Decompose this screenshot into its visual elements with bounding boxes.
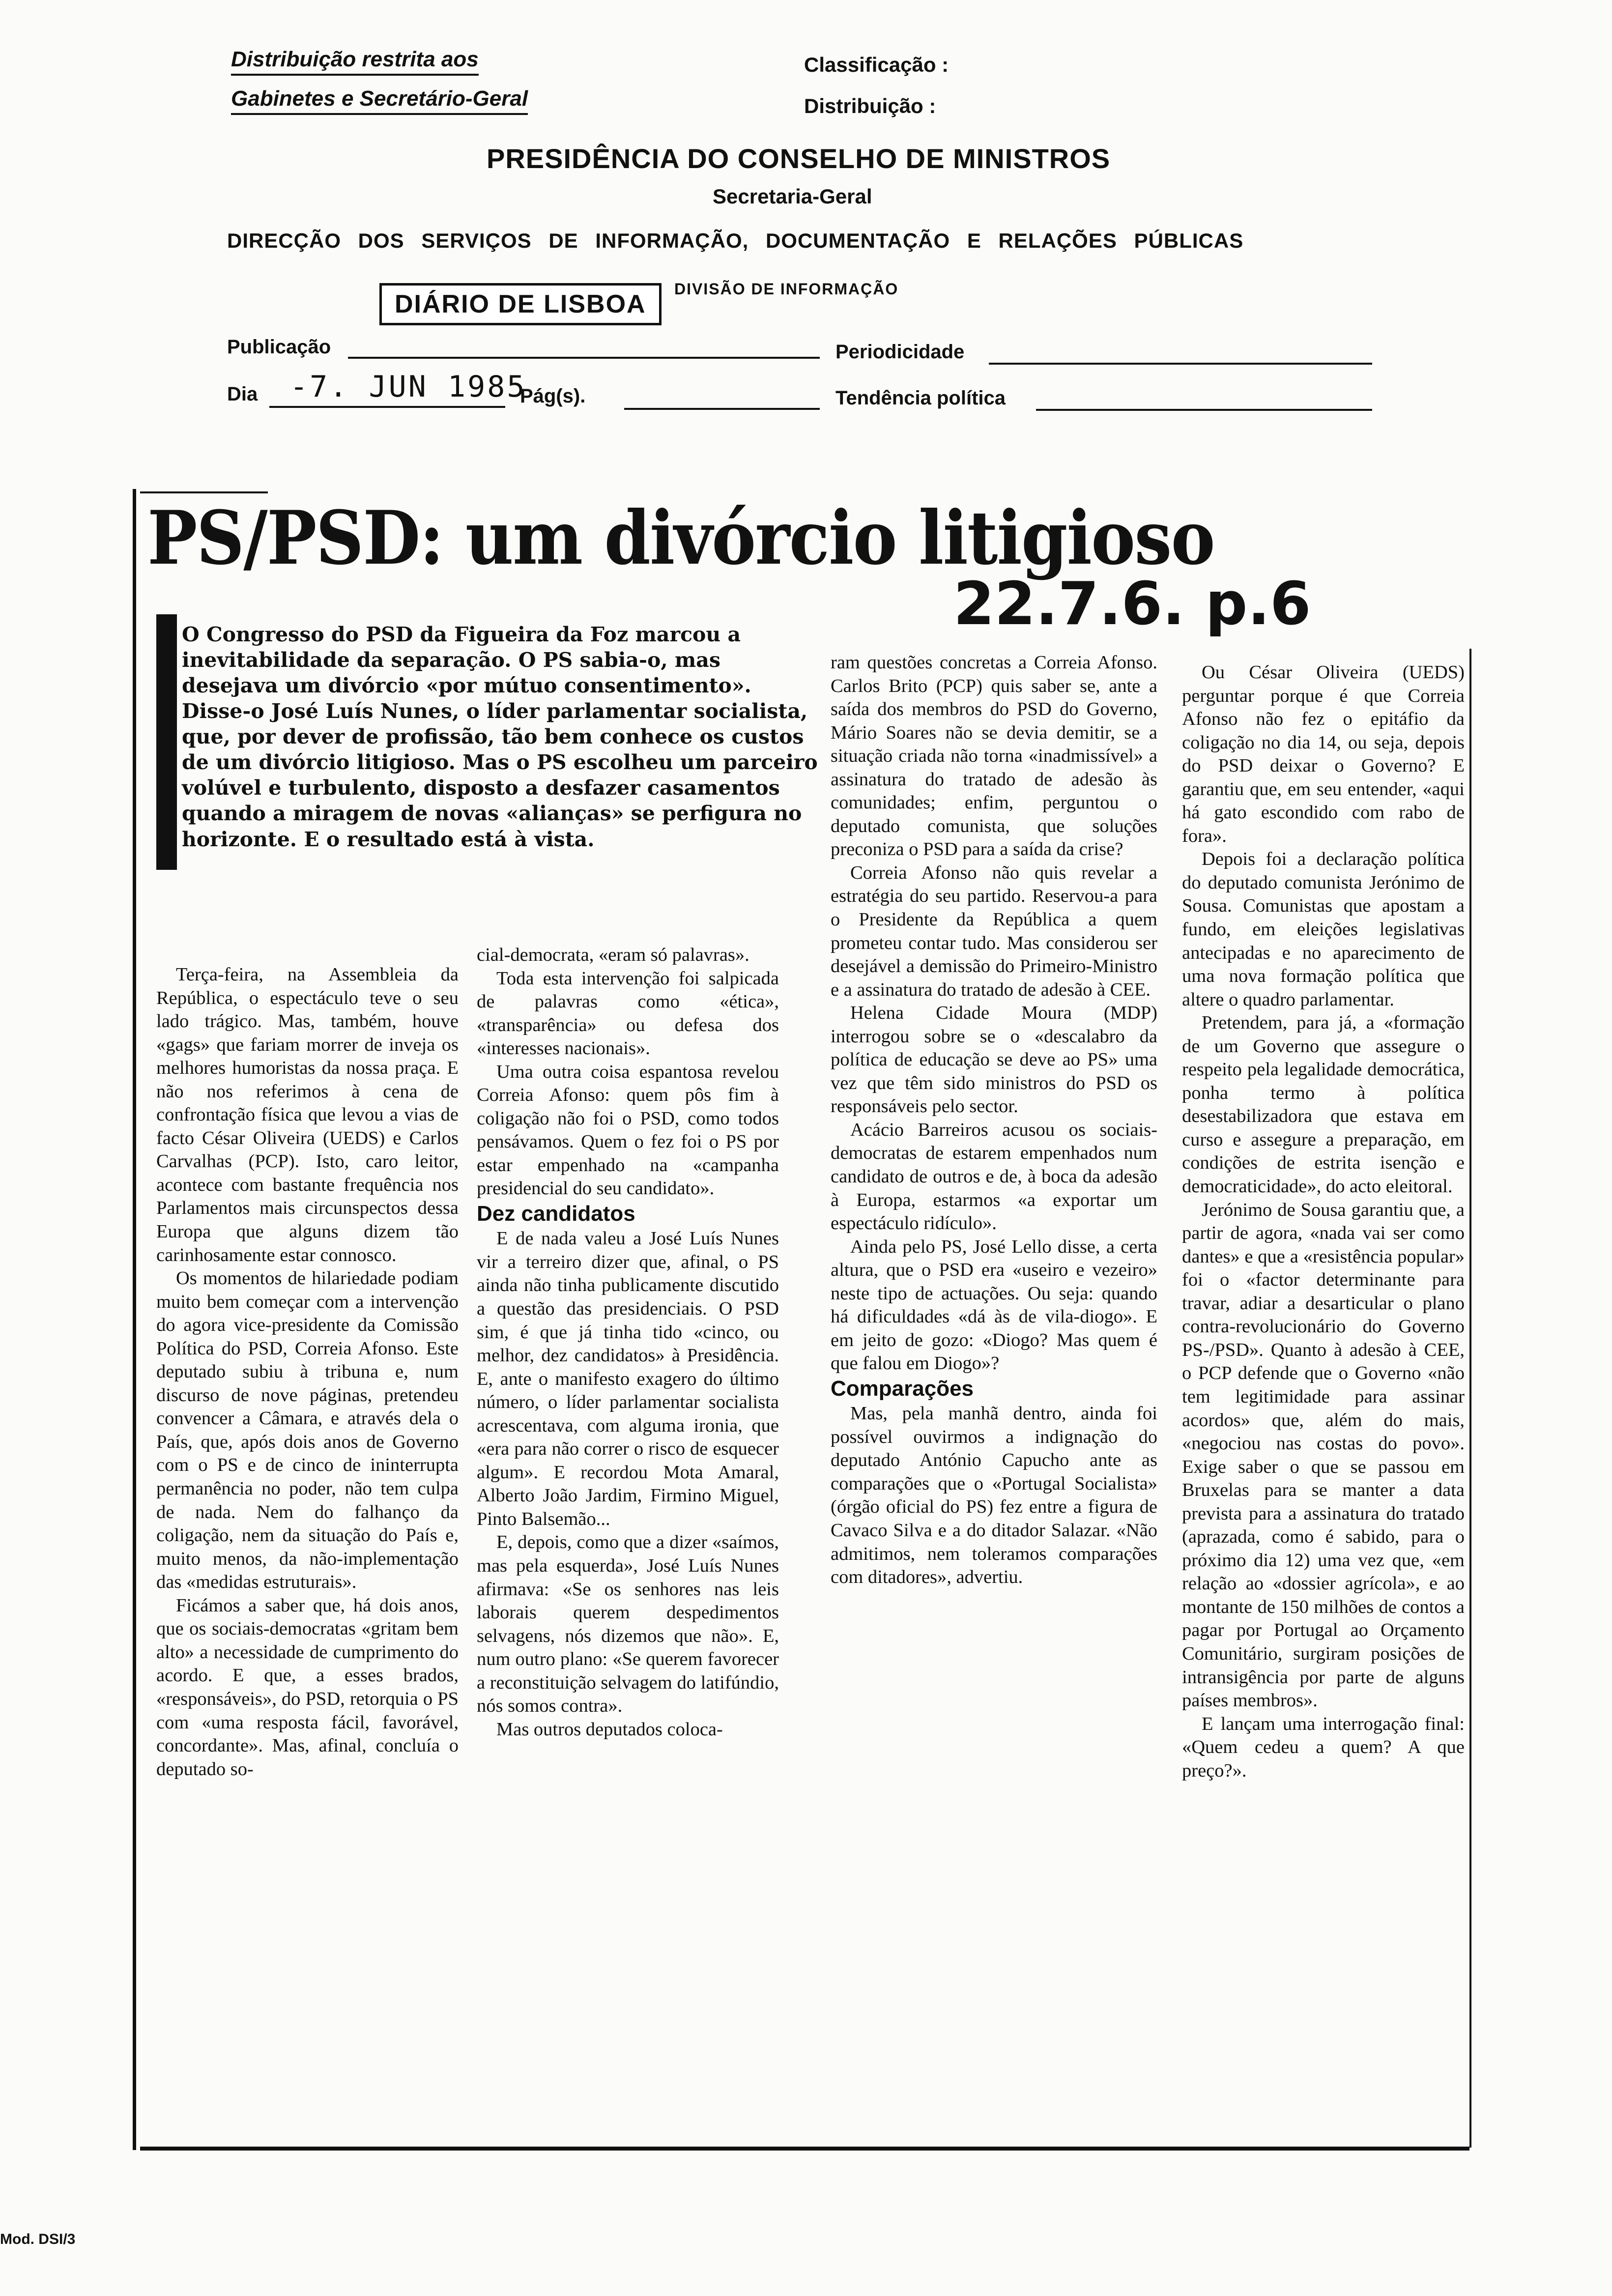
column-1 [156, 963, 459, 1781]
headline: PS/PSD: um divórcio litigioso [147, 495, 1214, 581]
subhead-comparacoes: Comparações [831, 1376, 974, 1401]
column-3 [831, 651, 1157, 1589]
column-2 [477, 944, 779, 1741]
col3-paragraph-1: ram questões concretas a Correia Afonso. Carlos Brito (PCP) quis saber se, ante a saída dos membros do PSD do Governo, Mário Soares não se devia demitir, se a situação criada não torna «inadmissível» a assinatura do tratado de adesão às comunidades; enfim, perguntou o deputado comunista, que soluções preconiza o PSD para a saída da crise? [831, 652, 1157, 860]
pags-line [624, 408, 820, 410]
date-stamp: -7. JUN 1985 [290, 370, 527, 404]
pags-label: Pág(s). [520, 385, 586, 407]
col4-paragraph-2: Depois foi a declaração política do deputado comunista Jerónimo de Sousa. Comunistas que apostam a fundo, em eleições legislativas antecipadas e no aparecimento de uma nova formação política que altere o quadro parlamentar. [1182, 849, 1465, 1010]
col3-paragraph-4: Acácio Barreiros acusou os sociais-democratas de estarem empenhados num candidato de outros e de, à boca da adesão à Europa, estarmos «a exportar um espectáculo ridículo». [831, 1119, 1157, 1234]
handwritten-annotation: 22.7.6. p.6 [953, 570, 1311, 638]
col2-paragraph-2: Toda esta intervenção foi salpicada de palavras como «ética», «transparência» ou defesa dos «interesses nacionais». [477, 968, 779, 1059]
col3-paragraph-6: Mas, pela manhã dentro, ainda foi possível ouvirmos a indignação do deputado António Capucho ante as comparações que o «Portugal Socialista» (órgão oficial do PS) fez entre a figura de Cavaco Silva e a do ditador Salazar. «Não admitimos, nem toleramos comparações com ditadores», advertiu. [831, 1403, 1157, 1588]
periodicidade-line [989, 363, 1372, 365]
distribution-line-1: Distribuição restrita aos [231, 47, 479, 76]
col3-paragraph-5: Ainda pelo PS, José Lello disse, a certa altura, que o PSD era «useiro e vezeiro» neste tipo de actuações. Ou seja: quando há dificuldades «dá às de vila-diogo». E em jeito de gozo: «Diogo? Mas quem é que falou em Diogo»? [831, 1236, 1157, 1374]
org-title: PRESIDÊNCIA DO CONSELHO DE MINISTROS [487, 143, 1111, 174]
tendencia-line [1036, 409, 1372, 411]
dia-line [269, 406, 505, 408]
subhead-dez-candidatos: Dez candidatos [477, 1202, 635, 1226]
col2-paragraph-3: Uma outra coisa espantosa revelou Correia Afonso: quem pôs fim à coligação não foi o PSD, como todos pensávamos. Quem o fez foi o PS por estar empenhado na «campanha presidencial do seu candidato». [477, 1061, 779, 1199]
tendencia-label: Tendência política [835, 387, 1006, 409]
publicacao-label: Publicação [227, 336, 331, 358]
secretaria-geral: Secretaria-Geral [713, 185, 872, 208]
dia-label: Dia [227, 383, 258, 405]
col1-paragraph-2: Os momentos de hilariedade podiam muito bem começar com a intervenção do agora vice-presidente da Comissão Política do PSD, Correia Afonso. Este deputado subiu à tribuna e, num discurso de nove páginas, pretendeu convencer a Câmara, e através dela o País, que, após dois anos de Governo com o PS e de cinco de ininterrupta permanência no poder, não tem culpa de nada. Nem do falhanço da coligação, nem da situação do País e, muito menos, da não-implementação das «medidas estruturais». [156, 1268, 459, 1593]
col2-paragraph-4: E de nada valeu a José Luís Nunes vir a terreiro dizer que, afinal, o PS ainda não tinha publicamente discutido a questão das presidenciais. O PSD sim, é que já tinha tido «cinco, ou melhor, dez candidatos» à Presidência. E, ante o manifesto exagero do último número, o líder parlamentar socialista acrescentava, com alguma ironia, que «era para não correr o risco de esquecer algum». E recordou Mota Amaral, Alberto João Jardim, Firmino Miguel, Pinto Balsemão... [477, 1228, 779, 1529]
form-code: Mod. DSI/3 [0, 2231, 76, 2247]
col4-paragraph-1: Ou César Oliveira (UEDS) perguntar porque é que Correia Afonso não fez o epitáfio da coligação no dia 14, ou seja, depois do PSD deixar o Governo? E garantiu que, em seu entender, «aqui há gato escondido com rabo de fora». [1182, 662, 1465, 846]
right-border-rule [1469, 649, 1471, 2148]
col2-paragraph-5: E, depois, como que a dizer «saímos, mas pela esquerda», José Luís Nunes afirmava: «Se os senhores nas leis laborais querem despedimentos selvagens, nós dizemos que não». E, num outro plano: «Se querem favorecer a reconstituição selvagem do latifúndio, nós somos contra». [477, 1532, 779, 1717]
left-border-rule [133, 489, 136, 2150]
col1-paragraph-3: Ficámos a saber que, há dois anos, que os sociais-democratas «gritam bem alto» a necessidade de cumprimento do acordo. E que, a esses brados, «responsáveis», do PSD, retorquia o PS com «uma resposta fácil, favorável, concordante». Mas, afinal, concluía o deputado so- [156, 1595, 459, 1779]
bottom-border-rule [140, 2147, 1469, 2151]
periodicidade-label: Periodicidade [835, 341, 965, 363]
col2-paragraph-1: cial-democrata, «eram só palavras». [477, 945, 749, 965]
publicacao-line [348, 357, 820, 359]
col1-paragraph-1: Terça-feira, na Assembleia da República, o espectáculo teve o seu lado trágico. Mas, também, houve «gags» que fariam morrer de inveja os melhores humoristas da nossa praça. E não nos referimos à cena de confrontação física que levou a vias de facto César Oliveira (UEDS) e Carlos Carvalhas (PCP). Isto, caro leitor, acontece com bastante frequência nos Parlamentos mais circunspectos dessa Europa que alguns dizem tão carinhosamente estar connosco. [156, 964, 459, 1265]
col2-paragraph-6: Mas outros deputados coloca- [496, 1719, 723, 1740]
col4-paragraph-4: Jerónimo de Sousa garantiu que, a partir de agora, «nada vai ser como dantes» e que a «resistência popular» foi o «factor determinante para travar, adiar a desarticular o plano contra-revolucionário do Governo PS-/PSD». Quanto à adesão à CEE, o PCP defende que o Governo «não tem legitimidade para assinar acordos» que, além do mais, «negociou nas costas do povo». Exige saber o que se passou em Bruxelas para se manter a data prevista para a assinatura do tratado (aprazada, como é sabido, para o próximo dia 12) uma vez que, «em relação ao «dossier agrícola», e ao montante de 150 milhões de contos a pagar por Portugal ao Orçamento Comunitário, surgiram posições de intransigência por parte de alguns países membros». [1182, 1199, 1465, 1711]
col4-paragraph-3: Pretendem, para já, a «formação de um Governo que assegure o respeito pela legalidade democrática, ponha termo à política desestabilizadora que estava em curso e assegure a preparação, em condições de estrita isenção e democraticidade», do acto eleitoral. [1182, 1012, 1465, 1197]
classificacao-label: Classificação : [804, 53, 949, 76]
distribution-line-2: Gabinetes e Secretário-Geral [231, 86, 528, 115]
lead-marker-bar [156, 614, 177, 870]
top-border-rule [140, 491, 268, 493]
direccao-servicos: DIRECÇÃO DOS SERVIÇOS DE INFORMAÇÃO, DOCUMENTAÇÃO E RELAÇÕES PÚBLICAS [227, 229, 1244, 252]
col3-paragraph-3: Helena Cidade Moura (MDP) interrogou sobre se o «descalabro da política de educação se deve ao PS» uma vez que têm sido ministros do PSD os responsáveis pelo sector. [831, 1003, 1157, 1117]
column-4 [1182, 661, 1465, 1782]
col4-paragraph-5: E lançam uma interrogação final: «Quem cedeu a quem? A que preço?». [1182, 1713, 1465, 1781]
divisao-informacao: DIVISÃO DE INFORMAÇÃO [674, 280, 899, 298]
col3-paragraph-2: Correia Afonso não quis revelar a estratégia do seu partido. Reservou-a para o Presidente da República a quem prometeu contar tudo. Mas considerou ser desejável a demissão do Primeiro-Ministro e a assinatura do tratado de adesão à CEE. [831, 862, 1157, 1000]
lead-paragraph: O Congresso do PSD da Figueira da Foz marcou a inevitabilidade da separação. O PS sabia-o, mas desejava um divórcio «por mútuo consentimento». Disse-o José Luís Nunes, o líder parlamentar socialista, que, por dever de profissão, tão bem conhece os custos de um divórcio litigioso. Mas o PS escolheu um parceiro volúvel e turbulento, disposto a desfazer casamentos quando a miragem de novas «alianças» se perfigura no horizonte. E o resultado está à vista. [182, 623, 818, 851]
publication-stamp: DIÁRIO DE LISBOA [379, 283, 662, 325]
distribuicao-label: Distribuição : [804, 94, 936, 117]
